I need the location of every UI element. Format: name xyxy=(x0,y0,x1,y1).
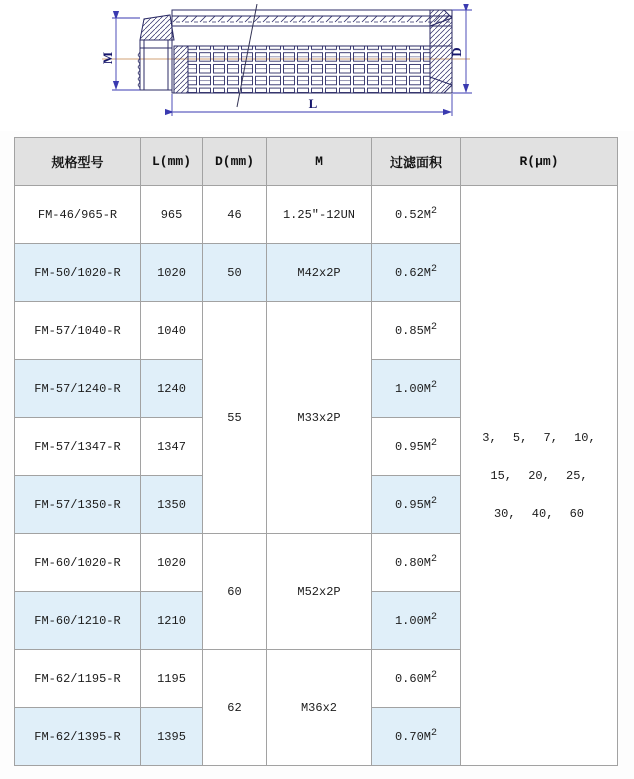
thread-cell: 1.25″-12UN xyxy=(267,186,372,244)
area-cell: $1.00M^2$ xyxy=(372,592,461,650)
model-cell: FM-46/965-R xyxy=(15,186,141,244)
col-header-length: L(mm) xyxy=(141,138,203,186)
diameter-cell: 55 xyxy=(203,302,267,534)
filter-drawing-svg xyxy=(100,4,490,130)
area-cell: $0.70M^2$ xyxy=(372,708,461,766)
area-cell: $0.52M^2$ xyxy=(372,186,461,244)
model-cell: FM-60/1210-R xyxy=(15,592,141,650)
length-cell: 1020 xyxy=(141,244,203,302)
micron-line: 3, 5, 7, 10, xyxy=(482,430,596,445)
filter-element-drawing xyxy=(0,0,634,131)
model-cell: FM-57/1240-R xyxy=(15,360,141,418)
micron-line: 30, 40, 60 xyxy=(493,506,584,521)
spec-table xyxy=(14,137,618,766)
filter-body xyxy=(172,10,452,93)
diameter-cell: 62 xyxy=(203,650,267,766)
length-cell: 965 xyxy=(141,186,203,244)
area-cell: $0.60M^2$ xyxy=(372,650,461,708)
col-header-model: 规格型号 xyxy=(15,138,141,186)
area-cell: $0.80M^2$ xyxy=(372,534,461,592)
dimension-m xyxy=(112,18,140,90)
length-cell: 1195 xyxy=(141,650,203,708)
col-header-filter-area: 过滤面积 xyxy=(372,138,461,186)
thread-cell: M52x2P xyxy=(267,534,372,650)
dim-label-m: M xyxy=(100,51,115,65)
diameter-cell: 46 xyxy=(203,186,267,244)
model-cell: FM-62/1195-R xyxy=(15,650,141,708)
micron-values-cell xyxy=(461,186,618,766)
dim-label-d: D xyxy=(449,47,464,57)
col-header-micron-rating: R(μm) xyxy=(461,138,618,186)
length-cell: 1347 xyxy=(141,418,203,476)
model-cell: FM-57/1040-R xyxy=(15,302,141,360)
length-cell: 1350 xyxy=(141,476,203,534)
thread-fitting xyxy=(138,15,174,90)
diameter-cell: 50 xyxy=(203,244,267,302)
area-cell: $1.00M^2$ xyxy=(372,360,461,418)
area-cell: $0.85M^2$ xyxy=(372,302,461,360)
length-cell: 1210 xyxy=(141,592,203,650)
length-cell: 1240 xyxy=(141,360,203,418)
model-cell: FM-50/1020-R xyxy=(15,244,141,302)
model-cell: FM-57/1347-R xyxy=(15,418,141,476)
micron-line: 15, 20, 25, xyxy=(490,468,588,483)
thread-cell: M36x2 xyxy=(267,650,372,766)
header-row xyxy=(15,138,618,186)
col-header-thread: M xyxy=(267,138,372,186)
model-cell: FM-60/1020-R xyxy=(15,534,141,592)
area-cell: $0.62M^2$ xyxy=(372,244,461,302)
thread-cell: M42x2P xyxy=(267,244,372,302)
length-cell: 1020 xyxy=(141,534,203,592)
area-cell: $0.95M^2$ xyxy=(372,476,461,534)
length-cell: 1395 xyxy=(141,708,203,766)
model-cell: FM-62/1395-R xyxy=(15,708,141,766)
model-cell: FM-57/1350-R xyxy=(15,476,141,534)
length-cell: 1040 xyxy=(141,302,203,360)
table-row xyxy=(15,186,618,244)
thread-cell: M33x2P xyxy=(267,302,372,534)
diameter-cell: 60 xyxy=(203,534,267,650)
col-header-diameter: D(mm) xyxy=(203,138,267,186)
dim-label-l: L xyxy=(308,96,318,111)
area-cell: $0.95M^2$ xyxy=(372,418,461,476)
